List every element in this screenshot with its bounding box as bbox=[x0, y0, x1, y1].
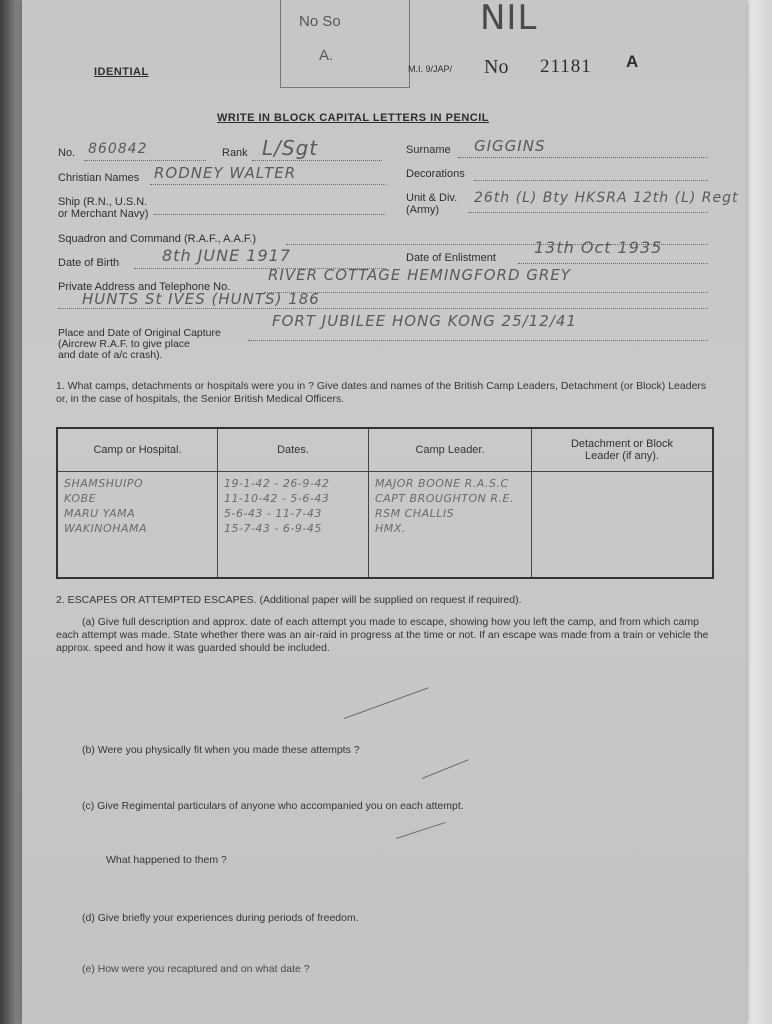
instruction-heading: WRITE IN BLOCK CAPITAL LETTERS IN PENCIL bbox=[217, 112, 489, 124]
question-2e: (e) How were you recaptured and on what date ? bbox=[82, 963, 310, 975]
rank-value: L/Sgt bbox=[262, 136, 319, 160]
number-value: 21181 bbox=[540, 56, 592, 77]
question-2-title: 2. ESCAPES OR ATTEMPTED ESCAPES. (Additional paper will be supplied on request if required). bbox=[56, 594, 522, 606]
dates-column bbox=[218, 472, 369, 579]
camps-column bbox=[57, 472, 218, 579]
camp-entry: MARU YAMA bbox=[64, 507, 136, 520]
handwritten-nil: NIL bbox=[480, 0, 538, 38]
camp-entry: WAKINOHAMA bbox=[64, 522, 148, 535]
question-2b: (b) Were you physically fit when you made these attempts ? bbox=[82, 744, 360, 756]
no-label: No. bbox=[58, 147, 76, 159]
header-detachment-leader: Detachment or Block Leader (if any). bbox=[532, 428, 714, 472]
pencil-stroke bbox=[344, 687, 429, 719]
question-2c: (c) Give Regimental particulars of anyone who accompanied you on each attempt. bbox=[82, 800, 464, 812]
question-1: 1. What camps, detachments or hospitals were you in ? Give dates and names of the British Camp Leaders, Detachment (or Block) Leaders or, in the case of hospitals, the Senior British Medical Officers. bbox=[56, 380, 707, 405]
unit-label: Unit & Div. (Army) bbox=[406, 192, 458, 216]
stamp-box bbox=[280, 0, 410, 88]
question-2c-followup: What happened to them ? bbox=[106, 854, 227, 866]
camp-entry: KOBE bbox=[64, 492, 97, 505]
leader-entry: CAPT BROUGHTON R.E. bbox=[375, 492, 514, 505]
dob-value: 8th JUNE 1917 bbox=[162, 246, 291, 265]
leader-entry: MAJOR BOONE R.A.S.C bbox=[375, 477, 509, 490]
header-camp-leader: Camp Leader. bbox=[369, 428, 532, 472]
stamp-line2: A. bbox=[319, 47, 334, 64]
christian-names-value: RODNEY WALTER bbox=[154, 164, 297, 182]
capture-value: FORT JUBILEE HONG KONG 25/12/41 bbox=[272, 312, 577, 330]
camps-table bbox=[56, 427, 714, 579]
document-page bbox=[22, 0, 746, 1024]
pencil-stroke bbox=[396, 822, 446, 839]
no-value: 860842 bbox=[88, 141, 148, 157]
stamp-line1: No So bbox=[299, 13, 341, 30]
enlistment-label: Date of Enlistment bbox=[406, 252, 496, 264]
leaders-column bbox=[369, 472, 532, 579]
ship-label: Ship (R.N., U.S.N. or Merchant Navy) bbox=[58, 196, 149, 220]
surname-label: Surname bbox=[406, 144, 451, 156]
camp-entry: SHAMSHUIPO bbox=[64, 477, 144, 490]
surname-value: GIGGINS bbox=[474, 137, 546, 155]
address-value-2: HUNTS St IVES (HUNTS) 186 bbox=[82, 290, 320, 308]
number-suffix: A bbox=[626, 52, 639, 71]
date-entry: 11-10-42 - 5-6-43 bbox=[224, 492, 330, 505]
decorations-label: Decorations bbox=[406, 168, 465, 180]
dob-label: Date of Birth bbox=[58, 257, 120, 269]
question-2a: (a) Give full description and approx. date of each attempt you made to escape, showing how you left the camp, and from which camp each attempt was made. State whether there was an air-raid in progress at the time or not. If an escape was made from a train or vehicle the approx. speed and how it was guarded should be included. bbox=[56, 616, 709, 654]
leader-entry: RSM CHALLIS bbox=[375, 507, 455, 520]
classification-label: IDENTIAL bbox=[94, 66, 149, 78]
header-dates: Dates. bbox=[218, 428, 369, 472]
address-label: Private Address and Telephone No. bbox=[58, 281, 231, 293]
date-entry: 5-6-43 - 11-7-43 bbox=[224, 507, 322, 520]
address-value-1: RIVER COTTAGE HEMINGFORD GREY bbox=[268, 266, 571, 284]
rank-label: Rank bbox=[222, 147, 248, 159]
form-reference: M.I. 9/JAP/ bbox=[408, 64, 453, 74]
leader-entry: HMX. bbox=[375, 522, 406, 535]
header-camp: Camp or Hospital. bbox=[57, 428, 218, 472]
date-entry: 15-7-43 - 6-9-45 bbox=[224, 522, 322, 535]
number-label: No bbox=[484, 56, 509, 78]
pencil-stroke bbox=[422, 759, 469, 779]
date-entry: 19-1-42 - 26-9-42 bbox=[224, 477, 330, 490]
detachment-column bbox=[532, 472, 714, 579]
christian-names-label: Christian Names bbox=[58, 172, 140, 184]
squadron-label: Squadron and Command (R.A.F., A.A.F.) bbox=[58, 233, 257, 245]
capture-label: Place and Date of Original Capture (Aircrew R.A.F. to give place and date of a/c crash). bbox=[58, 327, 221, 361]
question-2d: (d) Give briefly your experiences during periods of freedom. bbox=[82, 912, 359, 924]
enlistment-value: 13th Oct 1935 bbox=[534, 238, 663, 257]
unit-value: 26th (L) Bty HKSRA 12th (L) Regt bbox=[474, 190, 739, 206]
